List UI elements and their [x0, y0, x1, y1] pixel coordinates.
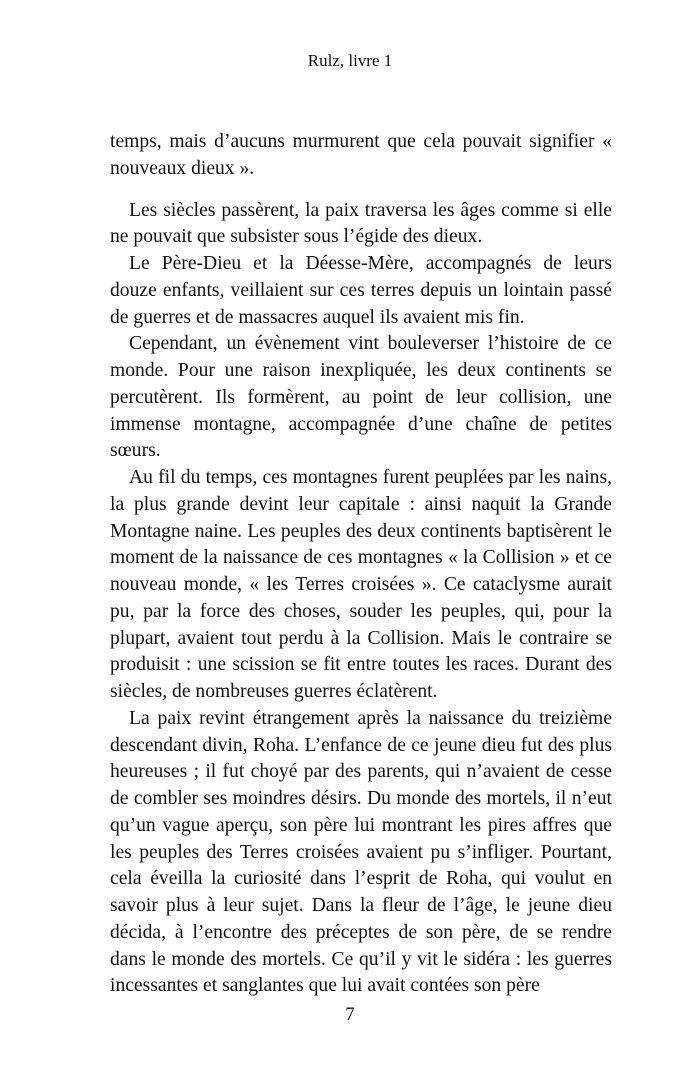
running-head-title: Rulz, livre 1 [307, 51, 393, 70]
paragraph: Les siècles passèrent, la paix traversa les âges comme si elle ne pouvait que subsister sous l’égide des dieux. [110, 199, 612, 248]
paragraph: Au fil du temps, ces montagnes furent peuplées par les nains, la plus grande devint leur capitale : ainsi naquit la Grande Montagne naine. Les peuples des deux continents baptisèrent le moment de la naissance de ces montagnes « la Collision » et ce nouveau monde, « les Terres croisées ». Ce cataclysme aurait pu, par la force des choses, souder les peuples, qui, pour la plupart, avaient tout perdu à la Collision. Mais le contraire se produisit : une scission se fit entre toutes les races. Durant des siècles, de nombreuses guerres éclatèrent. [110, 467, 612, 702]
paragraph: La paix revint étrangement après la naissance du treizième descendant divin, Roha. L’enfance de ce jeune dieu fut des plus heureuses ; il fut choyé par des parents, qui n’avaient de cesse de combler ses moindres désirs. Du monde des mortels, il n’eut qu’un vague aperçu, son père lui montrant les pires affres que les peuples des Terres croisées avaient pu s’infliger. Pourtant, cela éveilla la curiosité dans l’esprit de Roha, qui voulut en savoir plus à leur sujet. Dans la fleur de l’âge, le jeune dieu décida, à l’encontre des préceptes de son père, de se rendre dans le monde des mortels. Ce qu’il y vit le sidéra : les guerres incessantes et sanglantes que lui avait contées son père [110, 707, 612, 997]
paragraph-continued: temps, mais d’aucuns murmurent que cela pouvait signifier « nouveaux dieux ». [110, 131, 612, 179]
body-text [110, 129, 612, 1000]
paragraph: Cependant, un évènement vint bouleverser l’histoire de ce monde. Pour une raison inexpliquée, les deux continents se percutèrent. Ils formèrent, au point de leur collision, une immense montagne, accompagnée d’une chaîne de petites sœurs. [110, 333, 612, 462]
paragraph: Le Père-Dieu et la Déesse-Mère, accompagnés de leurs douze enfants, veillaient sur ces terres depuis un lointain passé de guerres et de massacres auquel ils avaient mis fin. [110, 253, 612, 328]
page-number: 7 [345, 1004, 355, 1025]
